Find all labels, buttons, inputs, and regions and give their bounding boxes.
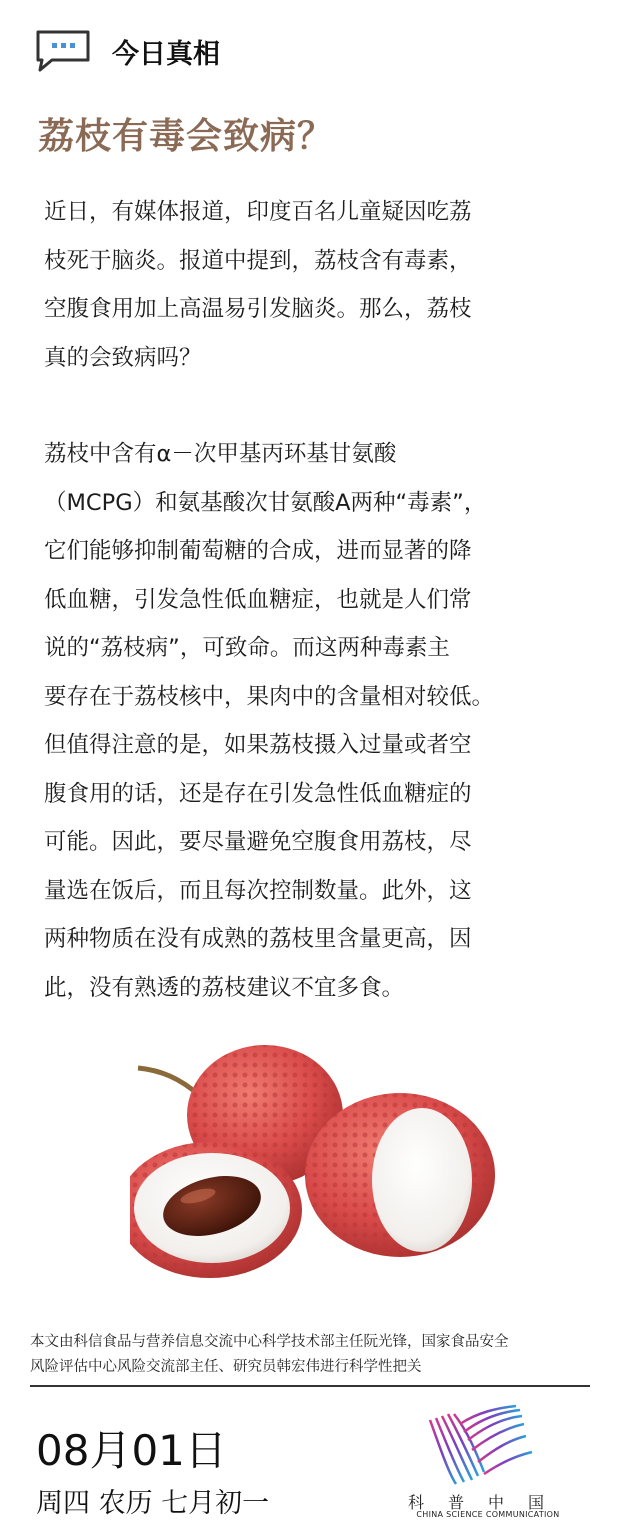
footer-divider	[30, 1385, 590, 1387]
text-line: 真的会致病吗？	[44, 344, 202, 371]
text-line: 荔枝中含有α－次甲基丙环基甘氨酸	[44, 441, 397, 467]
credit-line: 风险评估中心风险交流部主任、研究员韩宏伟进行科学性把关	[30, 1359, 422, 1375]
date-label: 08月01日	[36, 1426, 227, 1475]
kepu-china-logo	[398, 1402, 578, 1522]
text-line: 可能。因此，要尽量避免空腹食用荔枝，尽	[44, 829, 472, 855]
logo-english-text: CHINA SCIENCE COMMUNICATION	[416, 1510, 560, 1519]
text-line: 它们能够抑制葡萄糖的合成，进而显著的降	[44, 538, 472, 564]
lychee-fruit-image	[130, 1040, 510, 1290]
text-line: 近日，有媒体报道，印度百名儿童疑因吃荔	[44, 199, 472, 225]
text-line: 说的“荔枝病”，可致命。而这两种毒素主	[44, 635, 450, 661]
text-line: 低血糖，引发急性低血糖症，也就是人们常	[44, 586, 472, 613]
header-title: 今日真相	[112, 38, 220, 70]
chat-bubble-icon	[34, 28, 92, 74]
text-line: 枝死于脑炎。报道中提到，荔枝含有毒素，	[44, 247, 472, 274]
page-header	[34, 28, 220, 74]
text-line: 腹食用的话，还是存在引发急性低血糖症的	[44, 780, 472, 807]
text-line: （MCPG）和氨基酸次甘氨酸A两种“毒素”，	[44, 489, 487, 516]
text-line: 要存在于荔枝核中，果肉中的含量相对较低。	[44, 683, 495, 710]
article-headline: 荔枝有毒会致病？	[38, 116, 335, 157]
text-line: 但值得注意的是，如果荔枝摄入过量或者空	[44, 732, 472, 758]
text-line: 此，没有熟透的荔枝建议不宜多食。	[44, 974, 405, 1001]
text-line: 量选在饭后，而且每次控制数量。此外，这	[44, 877, 472, 904]
paragraph-1	[44, 188, 584, 382]
logo-chinese-text: 科普中国	[407, 1493, 568, 1512]
paragraph-2	[44, 430, 584, 1012]
text-line: 两种物质在没有成熟的荔枝里含量更高，因	[44, 926, 472, 952]
credit-line: 本文由科信食品与营养信息交流中心科学技术部主任阮光锋，国家食品安全	[30, 1334, 509, 1350]
paragraph-gap	[44, 382, 584, 430]
text-line: 空腹食用加上高温易引发脑炎。那么，荔枝	[44, 296, 472, 322]
logo-mark-icon	[398, 1402, 578, 1492]
review-credit	[30, 1330, 590, 1380]
lunar-date-label: 周四 农历 七月初一	[36, 1488, 270, 1519]
article-body	[44, 188, 584, 1012]
